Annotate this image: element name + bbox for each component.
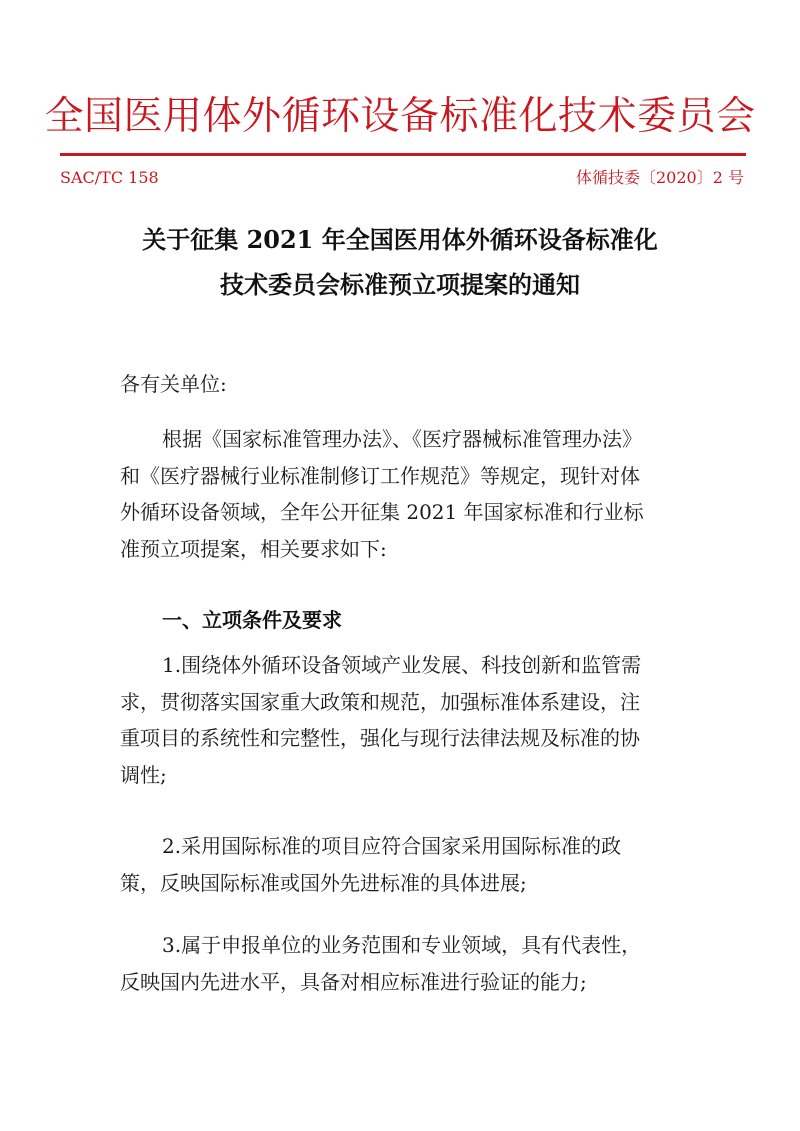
paragraph-line: 和《医疗器械行业标准制修订工作规范》等规定，现针对体 bbox=[120, 463, 640, 488]
paragraph-line: 反映国内先进水平，具备对相应标准进行验证的能力; bbox=[120, 969, 587, 994]
paragraph-line: 策，反映国际标准或国外先进标准的具体进展; bbox=[120, 870, 527, 895]
paragraph-line: 2.采用国际标准的项目应符合国家采用国际标准的政 bbox=[162, 834, 622, 858]
paragraph-line: 3.属于申报单位的业务范围和专业领域，具有代表性， bbox=[162, 933, 642, 957]
organization-name: 全国医用体外循环设备标准化技术委员会 bbox=[44, 94, 756, 139]
header-red-rule bbox=[60, 153, 746, 156]
document-number: 体循技委〔2020〕2 号 bbox=[576, 168, 744, 187]
section-heading-1: 一、立项条件及要求 bbox=[162, 608, 342, 632]
paragraph-line: 调性; bbox=[120, 762, 167, 787]
committee-code: SAC/TC 158 bbox=[60, 168, 159, 187]
paragraph-line: 重项目的系统性和完整性，强化与现行法律法规及标准的协 bbox=[120, 726, 640, 750]
notice-title-line-1: 关于征集 2021 年全国医用体外循环设备标准化 bbox=[142, 225, 658, 254]
requirement-item-3 bbox=[120, 927, 685, 1000]
salutation: 各有关单位: bbox=[120, 372, 227, 396]
intro-paragraph bbox=[120, 421, 685, 567]
paragraph-line: 准预立项提案，相关要求如下: bbox=[120, 536, 387, 561]
paragraph-line: 求，贯彻落实国家重大政策和规范，加强标准体系建设，注 bbox=[120, 689, 640, 714]
requirement-item-1 bbox=[120, 647, 685, 793]
paragraph-line: 外循环设备领域，全年公开征集 2021 年国家标准和行业标 bbox=[120, 500, 644, 524]
notice-title-line-2: 技术委员会标准预立项提案的通知 bbox=[220, 270, 580, 299]
paragraph-line: 1.围绕体外循环设备领域产业发展、科技创新和监管需 bbox=[162, 653, 642, 677]
requirement-item-2 bbox=[120, 828, 685, 901]
paragraph-line: 根据《国家标准管理办法》、《医疗器械标准管理办法》 bbox=[162, 427, 642, 451]
